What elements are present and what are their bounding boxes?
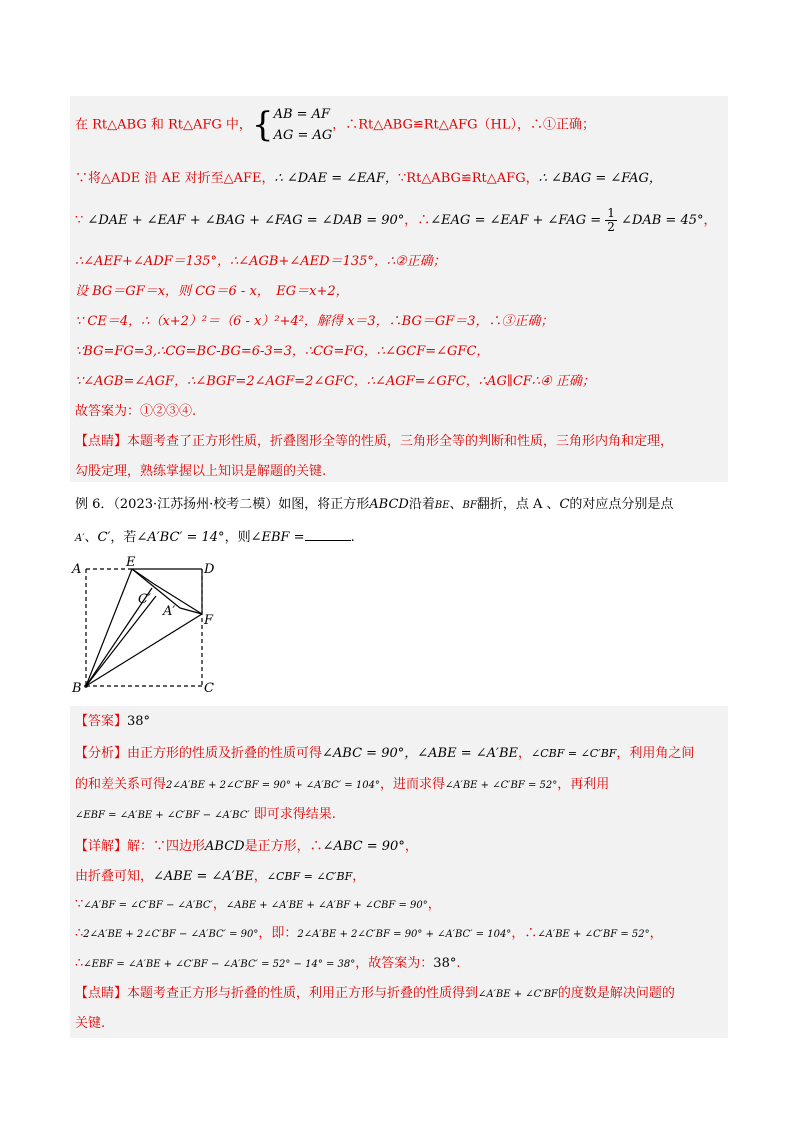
math: ∠CBF = ∠C′BF xyxy=(531,747,617,760)
math: C′ xyxy=(97,530,111,545)
text: ∵Rt△ABG≌Rt△AFG， xyxy=(398,171,539,186)
text: 、 xyxy=(84,530,98,545)
equation-system xyxy=(274,104,333,146)
line-a1f xyxy=(180,608,202,614)
text: ，∴ xyxy=(404,213,431,228)
geometry-figure xyxy=(70,556,220,696)
label-c: C xyxy=(204,681,214,696)
text: ， xyxy=(404,839,418,854)
math: C xyxy=(559,497,570,512)
math: ∠CBF = ∠C′BF xyxy=(266,870,353,883)
math: 2∠A′BE + 2∠C′BF − ∠A′BC′ = 90° xyxy=(83,929,259,940)
text: ，则 xyxy=(224,530,251,545)
text: 【分析】由正方形的性质及折叠的性质可得 xyxy=(75,746,323,761)
math: 2∠A′BE + 2∠C′BF = 90° + ∠A′BC′ = 104° xyxy=(297,929,512,940)
text: ，进而求得 xyxy=(379,777,445,792)
math: 2∠A′BE + 2∠C′BF = 90° + ∠A′BC′ = 104° xyxy=(166,780,380,791)
line-bf xyxy=(86,614,202,686)
analysis-line-1 xyxy=(75,745,694,763)
detail-line-3 xyxy=(75,896,441,915)
equation: ∠EAG = ∠EAF + ∠FAG = xyxy=(430,213,602,228)
line-c1f xyxy=(154,584,202,614)
analysis-line-2 xyxy=(75,776,609,795)
math: ∠ABE + ∠A′BE + ∠A′BF + ∠CBF = 90° xyxy=(225,900,428,911)
fraction xyxy=(605,207,617,234)
example-line-2 xyxy=(75,526,355,548)
text: ∴ xyxy=(75,926,84,941)
math: ABCD xyxy=(369,497,409,512)
math: BF xyxy=(462,500,477,511)
comment-line-2: 关键. xyxy=(75,1016,106,1031)
text: 的对应点分别是点 xyxy=(569,497,674,512)
math: ∠ABE = ∠A′BE xyxy=(153,869,254,884)
equation: ∠DAE + ∠EAF + ∠BAG + ∠FAG = ∠DAB = 90° xyxy=(87,213,405,228)
line-ba1 xyxy=(86,596,156,686)
solution-line-10: 【点睛】本题考查了正方形性质，折叠图形全等的性质，三角形全等的判断和性质，三角形内角和定理， xyxy=(75,434,674,449)
equation: AB = AF xyxy=(273,107,331,122)
equation: ∠DAB = 45° xyxy=(621,213,704,228)
solution-line-1 xyxy=(75,104,595,146)
math: ∠ABC = 90° xyxy=(322,839,405,854)
text: 即可求得结果. xyxy=(249,807,336,822)
label-b: B xyxy=(72,681,82,696)
solution-line-9: 故答案为：①②③④. xyxy=(75,404,197,419)
equation: ∴ ∠DAE = ∠EAF， xyxy=(274,171,399,186)
text: ，∴ xyxy=(511,926,538,941)
text: 在 Rt△ABG 和 Rt△AFG 中， xyxy=(75,117,252,133)
text: ，再利用 xyxy=(557,777,610,792)
solution-line-8: ∵∠AGB=∠AGF，∴∠BGF=2∠AGF=2∠GFC，∴∠AGF=∠GFC，∴AG∥CF∴④ 正确； xyxy=(75,374,595,389)
label-c-prime: C′ xyxy=(138,592,151,607)
label-f: F xyxy=(204,613,214,628)
detail-line-5 xyxy=(75,955,460,974)
solution-line-6: ∵ CE＝4，∴（x+2）²＝（6 - x）²+4²，解得 x＝3，∴BG＝GF＝3，∴③正确； xyxy=(75,314,554,329)
solution-line-5: 设 BG＝GF＝x，则 CG＝6 - x， EG＝x+2， xyxy=(75,284,349,299)
line-e-c1 xyxy=(132,569,154,584)
text: ， xyxy=(352,869,366,884)
analysis-line-3 xyxy=(75,806,336,825)
text: ，利用角之间 xyxy=(616,746,695,761)
solution-line-4: ∴∠AEF+∠ADF＝135°，∴∠AGB+∠AED＝135°，∴②正确； xyxy=(75,254,446,269)
text: 翻折，点 A 、 xyxy=(476,497,560,512)
math: ∠A′BE + ∠C′BF = 52° xyxy=(537,929,650,940)
math: ∠EBF = ∠A′BE + ∠C′BF − ∠A′BC′ = 52° − 14° = 38° xyxy=(83,959,356,970)
text: 由折叠可知， xyxy=(75,869,154,884)
answer-line xyxy=(75,713,150,731)
equation: ∴ ∠BAG = ∠FAG， xyxy=(538,171,662,186)
text: ，∴Rt△ABG≌Rt△AFG（HL），∴①正确； xyxy=(332,117,596,133)
text: 是正方形，∴ xyxy=(244,839,323,854)
label-a: A xyxy=(72,562,82,577)
text: ， xyxy=(649,926,663,941)
text: 的和差关系可得 xyxy=(75,777,167,792)
math: ∠EBF = ∠A′BE + ∠C′BF − ∠A′BC′ xyxy=(75,810,250,821)
solution-line-11: 勾股定理，熟练掌握以上知识是解题的关键. xyxy=(75,464,327,479)
text: ∵ xyxy=(75,897,84,912)
detail-line-1 xyxy=(75,838,418,856)
text: ， xyxy=(518,746,532,761)
math: A′ xyxy=(75,533,85,544)
math: BE xyxy=(434,500,450,511)
example-line-1 xyxy=(75,496,673,515)
label-a-prime: A′ xyxy=(163,604,176,619)
math: ∠A′BE + ∠C′BF xyxy=(478,989,558,1000)
text: ， xyxy=(212,897,226,912)
comment-line-1 xyxy=(75,985,675,1004)
solution-line-3 xyxy=(75,207,717,234)
answer-tag: 【答案】 xyxy=(75,714,128,729)
math: ∠ABC = 90°，∠ABE = ∠A′BE xyxy=(322,746,518,761)
text: 例 6．（2023·江苏扬州·校考二模）如图，将正方形 xyxy=(75,497,370,512)
system-brace: { xyxy=(251,105,274,145)
text: . xyxy=(350,530,355,545)
text: ， xyxy=(253,869,267,884)
text: ， xyxy=(703,213,717,228)
math: ∠EBF = xyxy=(250,530,305,545)
label-e: E xyxy=(126,556,136,570)
text: . xyxy=(456,956,461,971)
text: ， xyxy=(427,897,441,912)
text: ，即： xyxy=(258,926,298,941)
label-d: D xyxy=(204,562,215,577)
text: ∵将△ADE 沿 AE 对折至△AFE， xyxy=(75,171,275,186)
text: 的度数是解决问题的 xyxy=(557,986,675,1001)
answer-value: 38° xyxy=(127,714,151,729)
vertex-b-dot xyxy=(84,684,88,688)
math: ABCD xyxy=(205,839,245,854)
text: 、 xyxy=(449,497,463,512)
fraction-numerator: 1 xyxy=(607,206,615,220)
equation: AG = AG xyxy=(273,128,333,143)
math: ∠A′BE + ∠C′BF = 52° xyxy=(444,780,558,791)
math: ∠A′BF = ∠C′BF − ∠A′BC′ xyxy=(83,900,213,911)
answer-blank xyxy=(305,526,351,541)
solution-line-2 xyxy=(75,170,662,188)
text: 沿着 xyxy=(408,497,435,512)
text: 【点睛】本题考查正方形与折叠的性质，利用正方形与折叠的性质得到 xyxy=(75,986,479,1001)
text: ，若 xyxy=(110,530,137,545)
math: 38° xyxy=(433,956,457,971)
text: ，故答案为： xyxy=(355,956,434,971)
text: ∴ xyxy=(75,956,84,971)
math: ∠A′BC′ = 14° xyxy=(136,530,225,545)
text: ∵ xyxy=(75,213,84,228)
detail-line-2 xyxy=(75,868,365,886)
fraction-denominator: 2 xyxy=(607,220,615,234)
solution-line-7: ∵BG=FG=3,∴CG=BC-BG=6-3=3，∴CG=FG，∴∠GCF=∠GFC， xyxy=(75,344,490,359)
detail-line-4 xyxy=(75,925,663,944)
text: 【详解】解：∵四边形 xyxy=(75,839,206,854)
